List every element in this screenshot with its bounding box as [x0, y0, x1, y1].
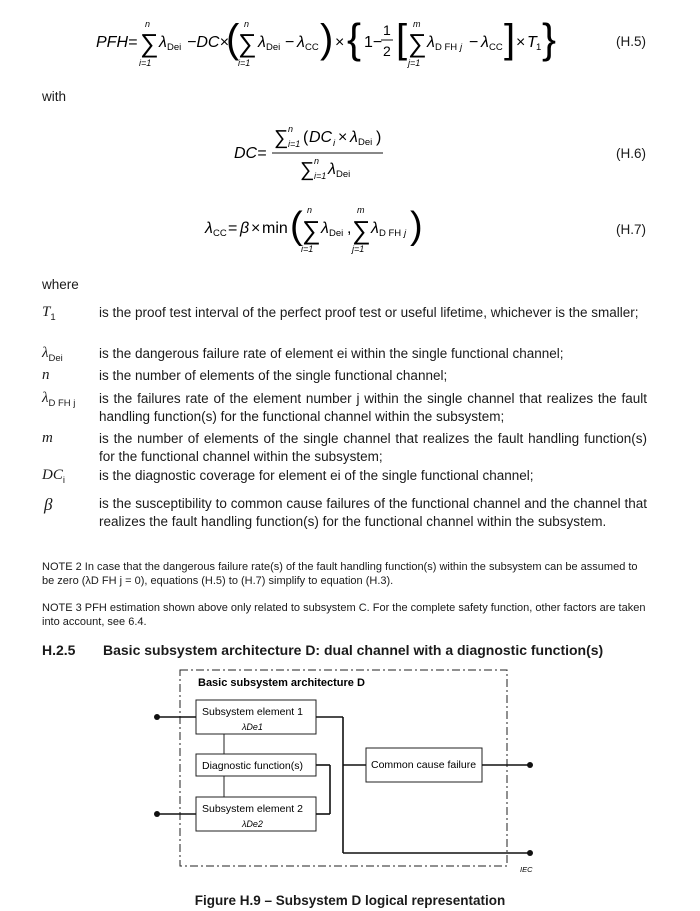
- definition-lambda-dei: is the dangerous failure rate of element ei within the single functional channel;: [99, 346, 564, 361]
- svg-text:j=1: j=1: [408, 58, 421, 68]
- equation-number-h5: (H.5): [616, 34, 646, 49]
- equation-h6: [0, 118, 700, 188]
- svg-text:{: {: [347, 15, 362, 62]
- where-label: where: [42, 277, 79, 292]
- svg-text:[: [: [396, 17, 408, 61]
- equation-h6-formula: [0, 118, 700, 188]
- svg-text:T: T: [527, 34, 537, 51]
- architecture-d-diagram: [0, 660, 700, 880]
- svg-text:−: −: [285, 34, 295, 51]
- svg-text:]: ]: [504, 17, 516, 61]
- svg-text:m: m: [357, 205, 365, 215]
- svg-text:×: ×: [251, 220, 261, 237]
- common-cause-failure-label: Common cause failure: [371, 759, 477, 771]
- svg-text:i: i: [333, 138, 336, 149]
- svg-text:∑: ∑: [300, 159, 315, 181]
- svg-text:(: (: [290, 205, 303, 247]
- svg-text:min: min: [262, 220, 288, 237]
- svg-text:λ: λ: [481, 34, 489, 51]
- svg-text:CC: CC: [489, 42, 503, 53]
- svg-text:λ: λ: [350, 129, 358, 146]
- symbol-t1: $T_1$: [42, 304, 56, 323]
- svg-text:−DC×: −DC×: [187, 34, 229, 51]
- svg-text:): ): [320, 17, 334, 61]
- svg-text:λ: λ: [205, 220, 213, 237]
- symbol-beta: β: [44, 495, 53, 514]
- pfh-lhs: PFH=: [96, 34, 138, 51]
- definition-dci: is the diagnostic coverage for element ei of the single functional channel;: [99, 468, 534, 483]
- svg-text:CC: CC: [305, 42, 319, 53]
- svg-text:∑: ∑: [140, 28, 159, 58]
- svg-text:): ): [376, 129, 382, 146]
- svg-text:∑: ∑: [238, 28, 257, 58]
- architecture-d-svg: [0, 660, 700, 880]
- svg-text:β: β: [240, 220, 250, 237]
- subsystem-element-1-label: Subsystem element 1: [202, 706, 303, 718]
- output-node-1: [527, 762, 533, 768]
- svg-text:Dei: Dei: [167, 42, 182, 53]
- svg-text:,: ,: [347, 220, 352, 237]
- svg-text:D FH: D FH: [379, 228, 402, 239]
- section-number: H.2.5: [42, 642, 76, 658]
- svg-text:λ: λ: [321, 220, 329, 237]
- svg-text:×: ×: [516, 34, 526, 51]
- note-2: NOTE 2 In case that the dangerous failure rate(s) of the fault handling function(s) within the subsystem can be assumed to be zero (λD FH j = 0), equations (H.5) to (H.7) simplify to equation (H.3).: [42, 561, 638, 587]
- diagnostic-function-label: Diagnostic function(s): [202, 760, 303, 772]
- subsystem-element-2-label: Subsystem element 2: [202, 803, 303, 815]
- svg-text:i=1: i=1: [314, 171, 327, 181]
- definition-lambda-dfhj: is the failures rate of the element number j within the single channel that realizes the fault handling function(s) for the functional channel within the subsystem;: [99, 391, 647, 424]
- svg-text:λ: λ: [328, 161, 336, 178]
- svg-text:): ): [410, 205, 423, 247]
- svg-text:×: ×: [338, 129, 348, 146]
- svg-text:∑: ∑: [408, 28, 427, 58]
- equation-number-h7: (H.7): [616, 222, 646, 237]
- symbol-lambda-dfhj: $\lambda_{D FH j}$: [42, 390, 76, 409]
- note-3: NOTE 3 PFH estimation shown above only related to subsystem C. For the complete safety function, other factors are taken into account, see 6.4.: [42, 602, 646, 628]
- definition-m: is the number of elements of the single channel that realizes the fault handling function(s) for the functional channel within the subsystem;: [99, 431, 647, 464]
- iec-mark: IEC: [520, 865, 533, 874]
- output-node-2: [527, 850, 533, 856]
- svg-text:D FH: D FH: [435, 42, 458, 53]
- svg-text:i=1: i=1: [238, 58, 251, 68]
- equation-h7: [0, 200, 700, 260]
- svg-text:j: j: [460, 42, 463, 53]
- svg-text:Dei: Dei: [336, 169, 351, 180]
- symbol-dci: $DC_i$: [42, 467, 65, 486]
- svg-text:DC: DC: [309, 129, 333, 146]
- svg-text:j: j: [404, 228, 407, 239]
- svg-text:m: m: [413, 19, 421, 29]
- symbol-m: m: [42, 430, 53, 446]
- svg-text:λ: λ: [159, 34, 167, 51]
- subsystem-element-2-rate: λDe2: [242, 819, 263, 829]
- equation-h5-formula: [0, 0, 700, 85]
- svg-text:λ: λ: [297, 34, 305, 51]
- svg-text:n: n: [145, 19, 151, 29]
- svg-text:Dei: Dei: [266, 42, 281, 53]
- svg-text:2: 2: [383, 43, 391, 59]
- svg-text:(: (: [303, 129, 309, 146]
- svg-text:Dei: Dei: [329, 228, 344, 239]
- symbol-n: n: [42, 367, 50, 383]
- figure-caption: Figure H.9 – Subsystem D logical representation: [194, 893, 506, 908]
- svg-text:=: =: [228, 220, 238, 237]
- with-label: with: [42, 89, 67, 104]
- svg-text:n: n: [288, 124, 294, 134]
- svg-text:i=1: i=1: [139, 58, 152, 68]
- svg-text:}: }: [542, 15, 557, 62]
- svg-text:λ: λ: [258, 34, 266, 51]
- svg-text:−: −: [469, 34, 479, 51]
- svg-text:1: 1: [536, 42, 542, 53]
- definition-t1: is the proof test interval of the perfect proof test or useful lifetime, whichever is the smaller;: [99, 305, 639, 320]
- svg-text:CC: CC: [213, 228, 227, 239]
- svg-text:i=1: i=1: [288, 139, 301, 149]
- equation-number-h6: (H.6): [616, 146, 646, 161]
- svg-text:i=1: i=1: [301, 244, 314, 254]
- svg-text:1−: 1−: [364, 34, 383, 51]
- svg-text:λ: λ: [371, 220, 379, 237]
- svg-text:j=1: j=1: [352, 244, 365, 254]
- equation-h5: [0, 0, 700, 85]
- svg-text:∑: ∑: [352, 215, 371, 245]
- equation-h7-formula: [0, 200, 700, 260]
- svg-text:n: n: [307, 205, 313, 215]
- svg-text:(: (: [226, 17, 240, 61]
- section-title: Basic subsystem architecture D: dual channel with a diagnostic function(s): [103, 642, 604, 658]
- svg-text:×: ×: [335, 34, 345, 51]
- definition-n: is the number of elements of the single functional channel;: [99, 368, 448, 383]
- subsystem-element-1-rate: λDe1: [242, 722, 263, 732]
- svg-text:n: n: [244, 19, 250, 29]
- svg-text:Dei: Dei: [358, 137, 373, 148]
- svg-text:1: 1: [383, 22, 391, 38]
- svg-text:∑: ∑: [274, 127, 289, 149]
- diagram-title: Basic subsystem architecture D: [198, 677, 365, 689]
- symbol-lambda-dei: $\lambda_{Dei}$: [42, 345, 63, 364]
- svg-text:λ: λ: [427, 34, 435, 51]
- svg-text:n: n: [314, 156, 320, 166]
- definition-beta: is the susceptibility to common cause failures of the functional channel and the channel that realizes the fault handling function(s) for the functional channel within the subsystem.: [99, 496, 647, 529]
- svg-text:∑: ∑: [302, 215, 321, 245]
- dc-lhs: DC=: [234, 145, 267, 162]
